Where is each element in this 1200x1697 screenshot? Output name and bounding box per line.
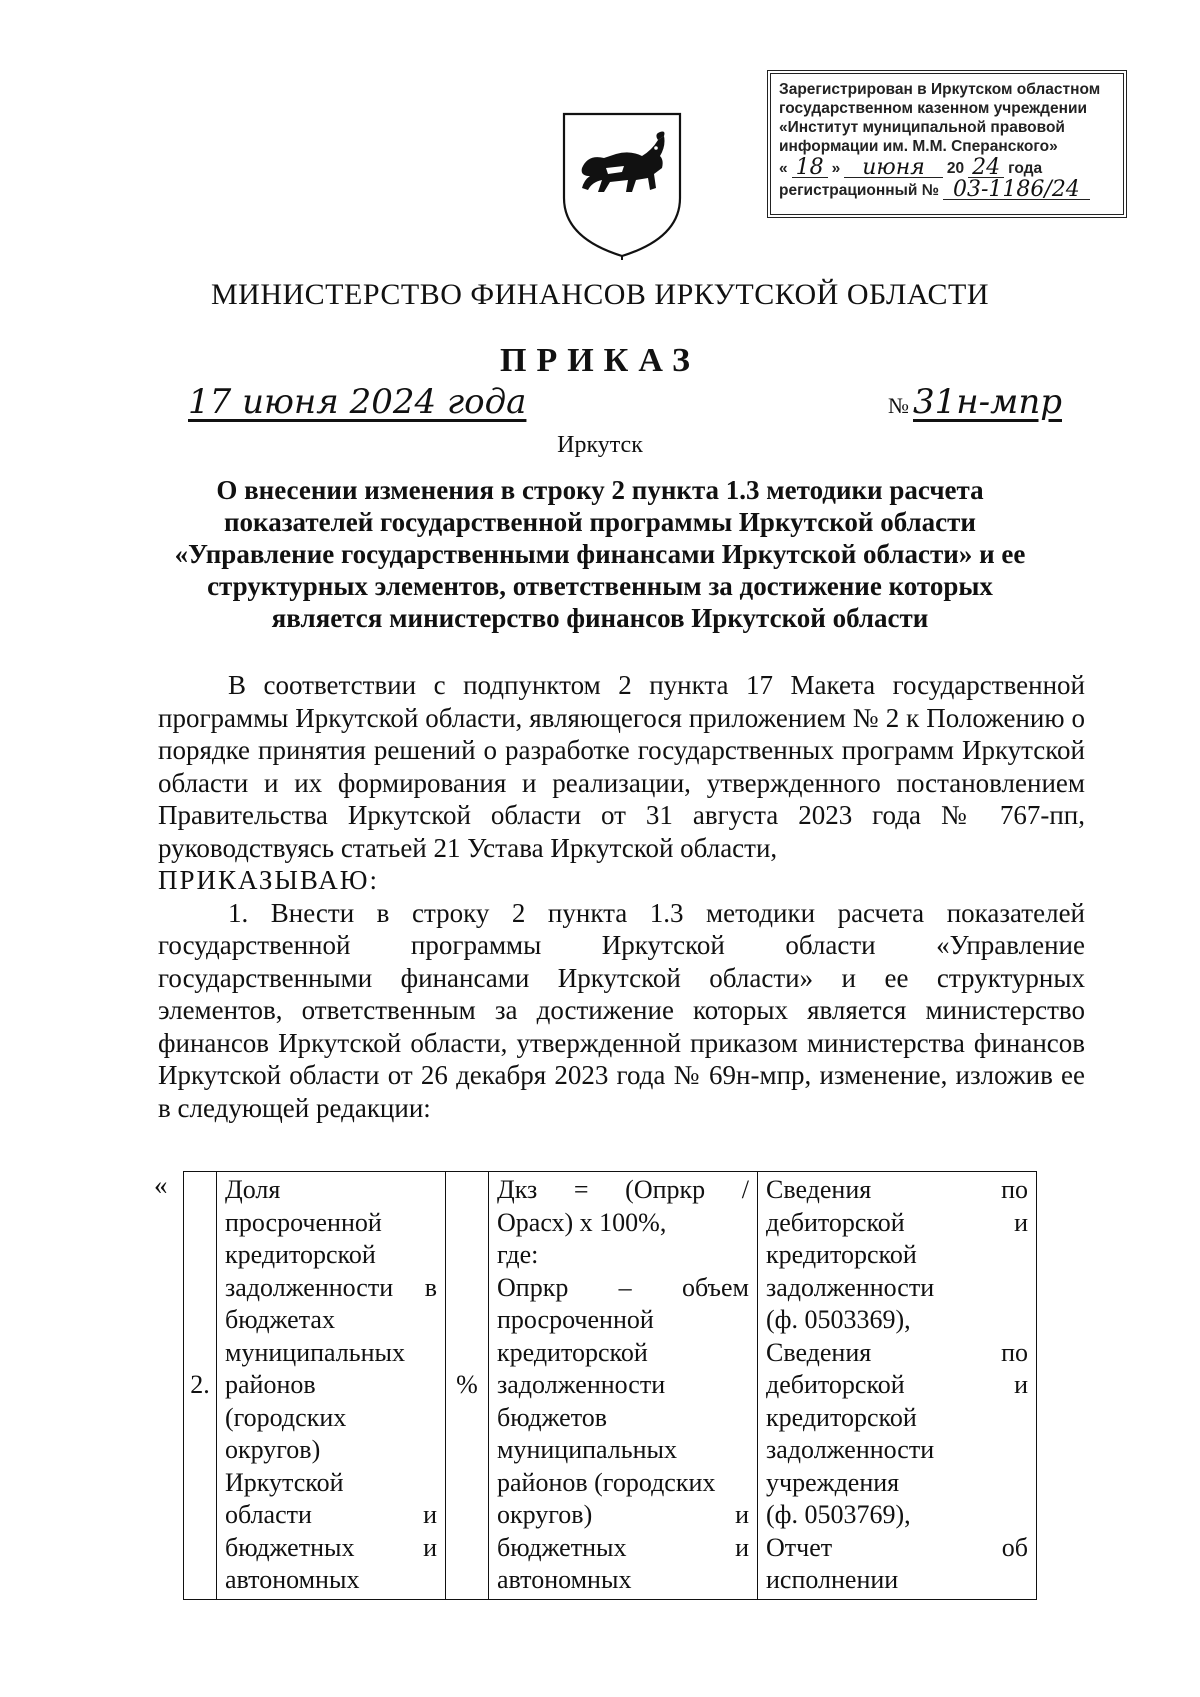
cell-line: просроченной bbox=[225, 1207, 382, 1237]
indicator-name-cell bbox=[217, 1172, 446, 1600]
document-body bbox=[158, 669, 1085, 1124]
cell-word: объем bbox=[681, 1272, 749, 1302]
cell-word: бюджетных bbox=[497, 1532, 627, 1562]
stamp-year-suffix: года bbox=[1008, 160, 1043, 177]
document-type: ПРИКАЗ bbox=[500, 342, 700, 379]
order-word: ПРИКАЗЫВАЮ: bbox=[158, 865, 379, 895]
cell-line: автономных bbox=[225, 1565, 360, 1594]
stamp-date-mid: » bbox=[831, 160, 841, 177]
cell-word: об bbox=[1001, 1532, 1028, 1562]
cell-line bbox=[497, 1532, 749, 1565]
formula-cell bbox=[489, 1172, 758, 1600]
cell-line: кредиторской bbox=[225, 1240, 376, 1269]
source-cell bbox=[758, 1172, 1037, 1600]
cell-line: Доля bbox=[225, 1175, 281, 1204]
cell-word: – bbox=[618, 1272, 632, 1302]
heading-line: «Управление государственными финансами Иркутской области» и ее bbox=[174, 539, 1026, 569]
indicator-table bbox=[183, 1171, 1037, 1600]
heading-line: О внесении изменения в строку 2 пункта 1.3 методики расчета bbox=[216, 475, 984, 505]
cell-word: и bbox=[1014, 1207, 1028, 1237]
stamp-reg-number: 03-1186/24 bbox=[943, 180, 1090, 200]
coat-of-arms-icon bbox=[560, 110, 684, 260]
stamp-year-prefix: 20 bbox=[946, 160, 965, 177]
cell-line bbox=[497, 1499, 749, 1532]
cell-line: исполнении bbox=[766, 1565, 899, 1594]
cell-word: области bbox=[225, 1500, 312, 1529]
cell-word: дебиторской bbox=[766, 1370, 905, 1399]
handwritten-number: 31н-мпр bbox=[913, 382, 1062, 422]
cell-word: округов) bbox=[497, 1500, 593, 1529]
cell-word: Дкз bbox=[497, 1175, 538, 1204]
cell-word: и bbox=[423, 1500, 437, 1529]
cell-line bbox=[766, 1337, 1028, 1370]
cell-line: просроченной bbox=[497, 1305, 654, 1334]
cell-line: кредиторской bbox=[766, 1402, 917, 1432]
cell-word: (Опркр bbox=[625, 1175, 706, 1204]
city: Иркутск bbox=[557, 432, 643, 458]
cell-line: задолженности bbox=[766, 1272, 935, 1302]
cell-line: кредиторской bbox=[497, 1337, 648, 1367]
cell-word: Отчет bbox=[766, 1532, 833, 1562]
cell-line bbox=[225, 1272, 437, 1305]
cell-word: Сведения bbox=[766, 1175, 872, 1204]
table-row bbox=[184, 1172, 1037, 1600]
stamp-reg-row bbox=[779, 177, 1115, 202]
cell-line: (ф. 0503769), bbox=[766, 1500, 911, 1529]
document-number bbox=[888, 382, 1062, 422]
cell-word: и bbox=[735, 1500, 749, 1529]
row-number-cell: 2. bbox=[184, 1172, 217, 1600]
cell-line: районов bbox=[225, 1370, 316, 1399]
cell-word: по bbox=[1001, 1175, 1028, 1204]
cell-line: задолженности bbox=[497, 1370, 666, 1399]
cell-line: муниципальных bbox=[225, 1337, 406, 1367]
cell-word: / bbox=[741, 1175, 749, 1204]
heading-line: показателей государственной программы Иркутской области bbox=[224, 507, 976, 537]
stamp-reg-month: июня bbox=[844, 158, 943, 178]
ministry-title: МИНИСТЕРСТВО ФИНАНСОВ ИРКУТСКОЙ ОБЛАСТИ bbox=[210, 278, 990, 311]
stamp-line: Зарегистрирован в Иркутском областном bbox=[779, 81, 1101, 98]
cell-word: задолженности bbox=[225, 1272, 394, 1302]
registration-stamp bbox=[767, 70, 1127, 218]
stamp-line: информации им. М.М. Сперанского» bbox=[779, 138, 1058, 155]
cell-word: дебиторской bbox=[766, 1207, 905, 1237]
document-heading bbox=[150, 474, 1050, 634]
cell-line: где: bbox=[497, 1240, 539, 1269]
cell-line: (городских bbox=[225, 1402, 347, 1432]
paragraph-preamble: В соответствии с подпунктом 2 пункта 17 Макета государственной программы Иркутской области, являющегося приложением № 2 к Положению о порядке принятия решений о разработке государственных программ Иркутской области и их формирования и реализации, утвержденного постановлением Правительства Иркутской области от 31 августа 2023 года № 767-пп, руководствуясь статьей 21 Устава Иркутской области, bbox=[158, 670, 1085, 863]
cell-line bbox=[225, 1499, 437, 1532]
unit-cell: % bbox=[446, 1172, 489, 1600]
stamp-line: «Институт муниципальной правовой bbox=[779, 119, 1065, 136]
cell-line: Иркутской bbox=[225, 1467, 344, 1497]
stamp-reg-day: 18 bbox=[792, 158, 828, 178]
stamp-date-open: « bbox=[779, 160, 788, 177]
heading-line: является министерство финансов Иркутской области bbox=[271, 603, 929, 633]
cell-word: и bbox=[1014, 1370, 1028, 1399]
cell-line bbox=[497, 1272, 749, 1305]
cell-line: (ф. 0503369), bbox=[766, 1305, 911, 1334]
cell-line: бюджетах bbox=[225, 1305, 335, 1334]
stamp-reg-year: 24 bbox=[968, 158, 1004, 178]
number-label: № bbox=[888, 393, 909, 418]
cell-line bbox=[766, 1174, 1028, 1207]
cell-line bbox=[497, 1174, 749, 1207]
cell-word: и bbox=[735, 1532, 749, 1562]
stamp-date-row bbox=[779, 155, 1115, 180]
cell-word: по bbox=[1001, 1337, 1028, 1367]
cell-word: бюджетных bbox=[225, 1532, 355, 1562]
cell-line bbox=[766, 1369, 1028, 1402]
handwritten-date: 17 июня 2024 года bbox=[188, 382, 527, 422]
heading-line: структурных элементов, ответственным за достижение которых bbox=[207, 571, 993, 601]
cell-line: задолженности bbox=[766, 1435, 935, 1464]
cell-line: округов) bbox=[225, 1435, 321, 1464]
table-open-quote: « bbox=[154, 1170, 168, 1200]
stamp-reg-label: регистрационный № bbox=[779, 182, 939, 199]
cell-line: автономных bbox=[497, 1565, 632, 1594]
cell-word: Сведения bbox=[766, 1337, 872, 1367]
cell-line: кредиторской bbox=[766, 1240, 917, 1269]
cell-line: бюджетов bbox=[497, 1402, 608, 1432]
paragraph-item-1: 1. Внести в строку 2 пункта 1.3 методики расчета показателей государственной программы Иркутской области «Управление государственными финансами Иркутской области» и ее структурных элементов, ответственным за достижение которых является министерство финансов Иркутской области, утвержденной приказом министерства финансов Иркутской области от 26 декабря 2023 года № 69н-мпр, изменение, изложив ее в следующей редакции: bbox=[158, 897, 1085, 1123]
cell-line bbox=[225, 1532, 437, 1565]
cell-word: и bbox=[423, 1532, 437, 1562]
cell-line: муниципальных bbox=[497, 1435, 678, 1464]
cell-line: районов (городских bbox=[497, 1467, 716, 1497]
cell-word: Опркр bbox=[497, 1272, 569, 1302]
cell-line: Орасх) х 100%, bbox=[497, 1207, 667, 1237]
cell-line: учреждения bbox=[766, 1467, 900, 1497]
cell-line bbox=[766, 1532, 1028, 1565]
stamp-line: государственном казенном учреждении bbox=[779, 100, 1088, 117]
cell-word: в bbox=[424, 1272, 437, 1302]
cell-word: = bbox=[573, 1175, 589, 1204]
cell-line bbox=[766, 1207, 1028, 1240]
